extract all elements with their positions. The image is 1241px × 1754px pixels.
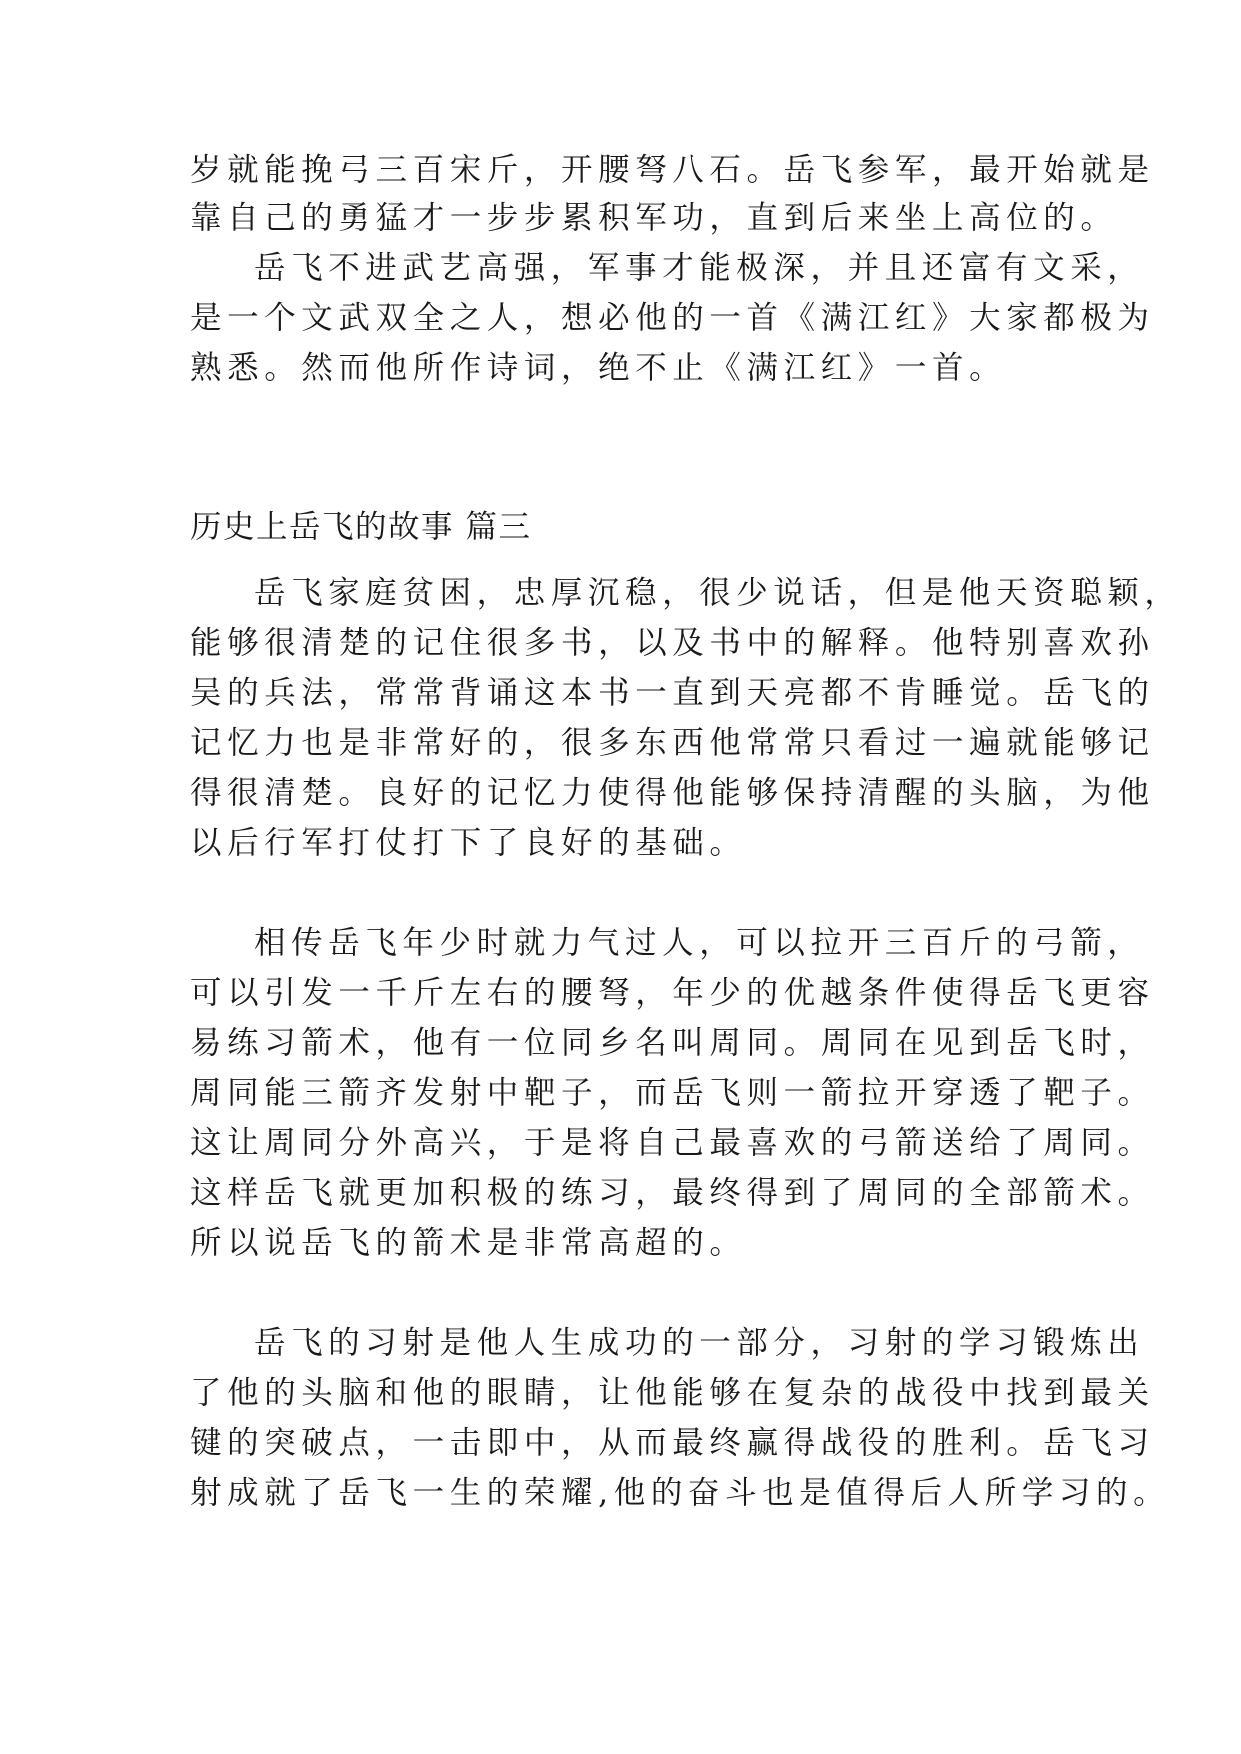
paragraph-line: 了他的头脑和他的眼睛，让他能够在复杂的战役中找到最关 [190,1375,1155,1411]
paragraph-line: 熟悉。然而他所作诗词，绝不止《满江红》一首。 [190,350,1007,386]
paragraph-line: 可以引发一千斤左右的腰弩，年少的优越条件使得岳飞更容 [190,975,1155,1011]
paragraph-line: 能够很清楚的记住很多书，以及书中的解释。他特别喜欢孙 [190,625,1155,661]
paragraph-line: 周同能三箭齐发射中靶子，而岳飞则一箭拉开穿透了靶子。 [190,1075,1155,1111]
paragraph-line: 键的突破点，一击即中，从而最终赢得战役的胜利。岳飞习 [190,1425,1155,1461]
paragraph-line: 岳飞家庭贫困，忠厚沉稳，很少说话，但是他天资聪颖， [254,575,1182,611]
section-heading: 历史上岳飞的故事 篇三 [190,509,532,545]
paragraph-line: 吴的兵法，常常背诵这本书一直到天亮都不肯睡觉。岳飞的 [190,675,1155,711]
paragraph-line: 岁就能挽弓三百宋斤，开腰弩八石。岳飞参军，最开始就是 [190,152,1155,188]
paragraph-line: 这让周同分外高兴，于是将自己最喜欢的弓箭送给了周同。 [190,1125,1155,1161]
paragraph-line: 岳飞的习射是他人生成功的一部分，习射的学习锻炼出 [254,1325,1145,1361]
paragraph-line: 记忆力也是非常好的，很多东西他常常只看过一遍就能够记 [190,725,1155,761]
paragraph-line: 射成就了岳飞一生的荣耀,他的奋斗也是值得后人所学习的。 [190,1475,1171,1511]
paragraph-line: 这样岳飞就更加积极的练习，最终得到了周同的全部箭术。 [190,1175,1155,1211]
paragraph-line: 相传岳飞年少时就力气过人，可以拉开三百斤的弓箭， [254,925,1145,961]
paragraph-line: 靠自己的勇猛才一步步累积军功，直到后来坐上高位的。 [190,200,1118,236]
paragraph-line: 所以说岳飞的箭术是非常高超的。 [190,1225,747,1261]
paragraph-line: 岳飞不进武艺高强，军事才能极深，并且还富有文采， [254,250,1145,286]
paragraph-line: 是一个文武双全之人，想必他的一首《满江红》大家都极为 [190,300,1155,336]
paragraph-line: 以后行军打仗打下了良好的基础。 [190,825,747,861]
paragraph-line: 得很清楚。良好的记忆力使得他能够保持清醒的头脑，为他 [190,775,1155,811]
paragraph-line: 易练习箭术，他有一位同乡名叫周同。周同在见到岳飞时， [190,1025,1155,1061]
